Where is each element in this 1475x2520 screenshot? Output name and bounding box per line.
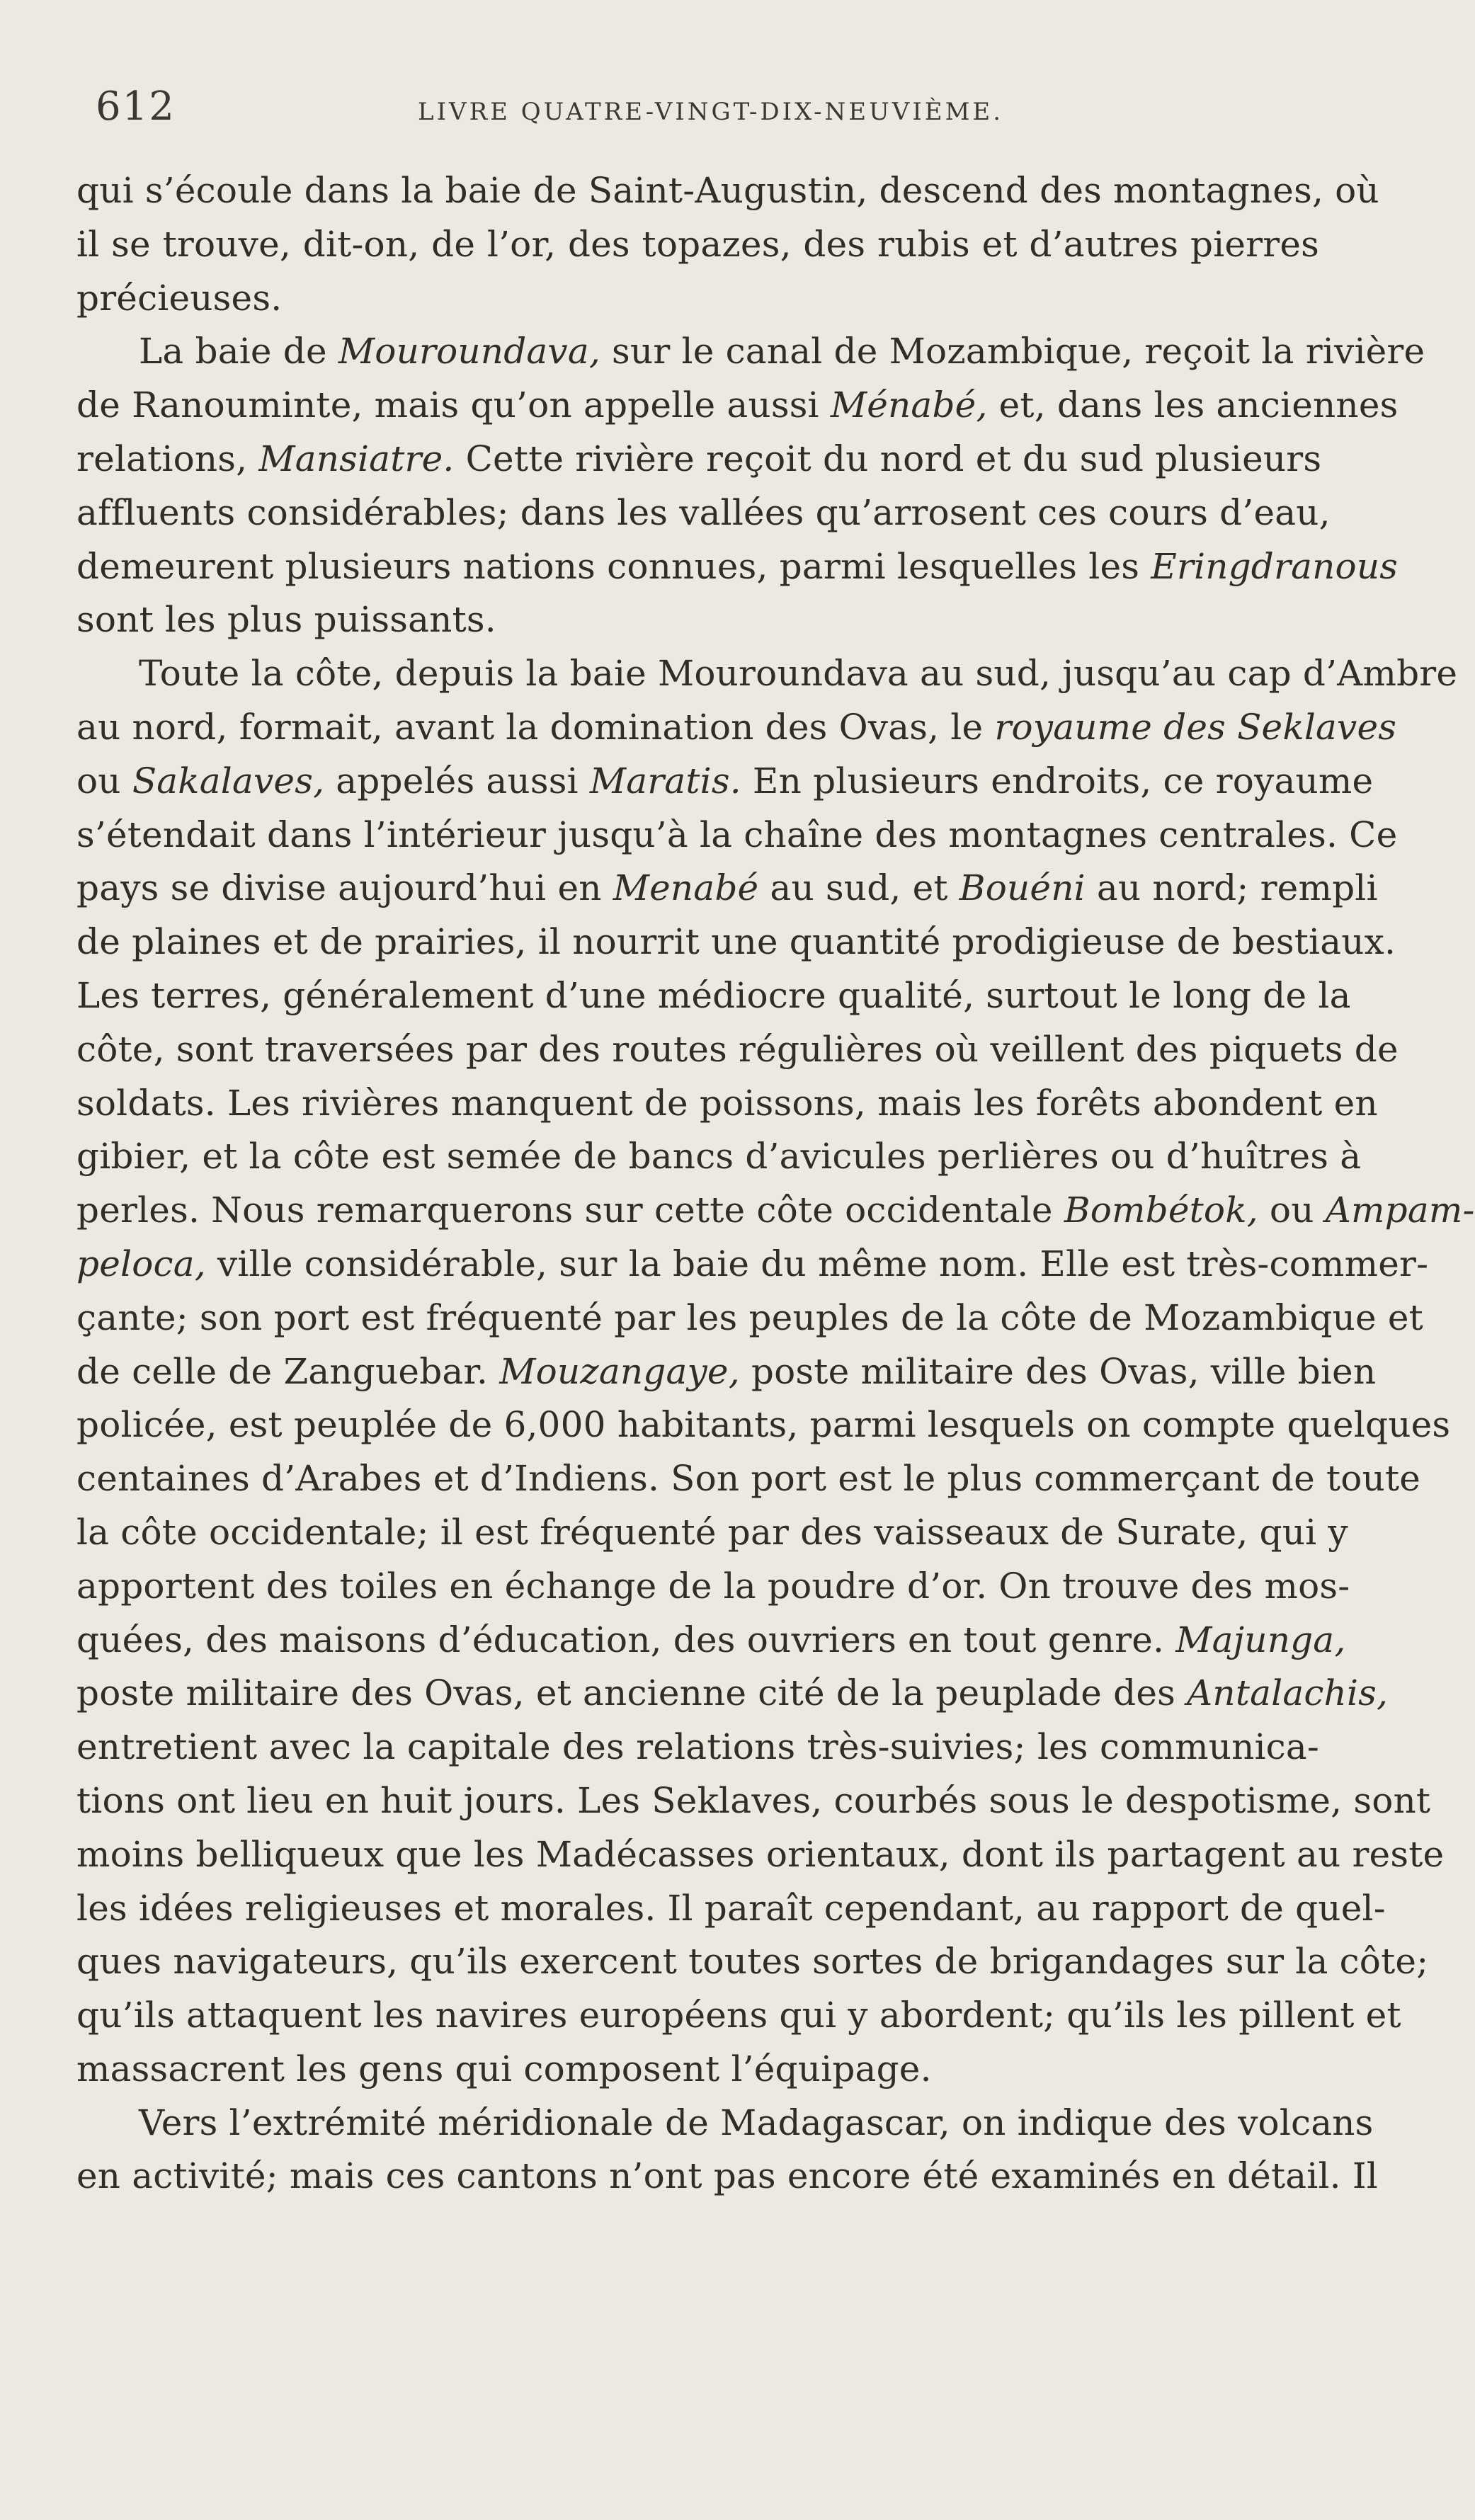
text-segment: en activité; mais ces cantons n’ont pas encore été examinés en détail. Il: [76, 2155, 1378, 2197]
text-line: [76, 2097, 1374, 2150]
page-number: 612: [96, 84, 176, 130]
text-segment: sur le canal de Mozambique, reçoit la rivière: [600, 331, 1425, 372]
text-line: [76, 1292, 1423, 1345]
text-segment: gibier, et la côte est semée de bancs d’avicules perlières ou d’huîtres à: [76, 1136, 1362, 1178]
text-segment: de celle de Zanguebar.: [76, 1350, 500, 1392]
text-line: [76, 1828, 1445, 1882]
text-line: [76, 1882, 1386, 1936]
text-line: [76, 1506, 1348, 1560]
text-segment: de Ranouminte, mais qu’on appelle aussi: [76, 384, 831, 426]
text-line: [76, 1130, 1362, 1184]
text-segment: perles. Nous remarquerons sur cette côte occidentale: [76, 1190, 1064, 1231]
text-segment: la côte occidentale; il est fréquenté par des vaisseaux de Surate, qui y: [76, 1511, 1348, 1553]
text-segment: Cette rivière reçoit du nord et du sud plusieurs: [454, 438, 1322, 479]
text-line: [76, 164, 1379, 218]
text-segment: qui s’écoule dans la baie de Saint-Augustin, descend des montagnes, où: [76, 170, 1379, 211]
text-line: [76, 1452, 1421, 1506]
text-line: [76, 2043, 1319, 2097]
italic-term: Eringdranous: [1151, 545, 1399, 587]
paragraph-continuation: [76, 164, 1379, 325]
text-segment: les idées religieuses et morales. Il paraît cependant, au rapport de quel-: [76, 1887, 1386, 1929]
text-line: [76, 540, 1399, 594]
text-line: [76, 1667, 1389, 1721]
italic-term: Mouzangaye,: [499, 1350, 740, 1392]
text-line: [76, 593, 1319, 647]
text-segment: ou: [1258, 1190, 1326, 1231]
text-line: [76, 1023, 1399, 1077]
italic-term: Bouéni: [959, 867, 1086, 909]
text-segment: centaines d’Arabes et d’Indiens. Son port est le plus commerçant de toute: [76, 1458, 1421, 1500]
paragraph-seklaves: [76, 647, 1475, 2097]
italic-term: Mouroundava,: [338, 331, 600, 372]
text-segment: ou: [76, 760, 132, 802]
italic-term: Menabé: [613, 867, 759, 909]
text-line: [76, 272, 1319, 326]
text-segment: poste militaire des Ovas, ville bien: [739, 1350, 1377, 1392]
text-line: [76, 647, 1458, 701]
text-line: [76, 809, 1398, 862]
italic-term: Ampam-: [1325, 1190, 1475, 1231]
text-segment: çante; son port est fréquenté par les peuples de la côte de Mozambique et: [76, 1296, 1423, 1338]
text-segment: et, dans les anciennes: [987, 384, 1399, 426]
text-segment: affluents considérables; dans les vallées qu’arrosent ces cours d’eau,: [76, 491, 1331, 533]
text-line: [76, 969, 1351, 1023]
italic-term: Bombétok,: [1064, 1190, 1258, 1231]
text-segment: poste militaire des Ovas, et ancienne cité de la peuplade des: [76, 1672, 1188, 1714]
text-segment: relations,: [76, 438, 259, 479]
text-segment: moins belliqueux que les Madécasses orientaux, dont ils partagent au reste: [76, 1833, 1445, 1875]
text-segment: précieuses.: [76, 277, 283, 319]
text-segment: Les terres, généralement d’une médiocre qualité, surtout le long de la: [76, 974, 1351, 1016]
text-line: [76, 916, 1396, 969]
text-segment: au nord, formait, avant la domination des Ovas, le: [76, 706, 995, 748]
text-segment: s’étendait dans l’intérieur jusqu’à la chaîne des montagnes centrales. Ce: [76, 814, 1398, 855]
running-title: LIVRE QUATRE-VINGT-DIX-NEUVIÈME.: [418, 98, 1004, 126]
text-segment: policée, est peuplée de 6,000 habitants, parmi lesquels on compte quelques: [76, 1404, 1451, 1446]
text-line: [76, 1614, 1346, 1667]
page-header: [0, 84, 1427, 147]
text-line: [76, 218, 1319, 272]
text-line: [76, 2150, 1378, 2203]
text-segment: au sud, et: [758, 867, 959, 909]
text-line: [76, 1184, 1475, 1238]
text-segment: soldats. Les rivières manquent de poissons, mais les forêts abondent en: [76, 1082, 1378, 1124]
text-segment: quées, des maisons d’éducation, des ouvriers en tout genre.: [76, 1619, 1176, 1660]
text-segment: sont les plus puissants.: [76, 599, 496, 641]
italic-term: Majunga,: [1175, 1619, 1346, 1660]
text-segment: Toute la côte, depuis la baie Mouroundava au sud, jusqu’au cap d’Ambre: [139, 653, 1458, 695]
body-text: [76, 164, 1475, 2203]
text-line: [76, 1398, 1451, 1452]
text-line: [76, 862, 1378, 916]
paragraph-mouroundava: [76, 325, 1425, 647]
italic-term: Ménabé,: [830, 384, 988, 426]
text-line: [76, 1345, 1377, 1399]
text-line: [76, 1774, 1431, 1828]
text-segment: La baie de: [139, 331, 338, 372]
text-segment: ques navigateurs, qu’ils exercent toutes sortes de brigandages sur la côte;: [76, 1941, 1429, 1983]
text-line: [76, 1989, 1401, 2043]
text-line: [76, 755, 1374, 809]
text-line: [76, 325, 1425, 379]
italic-term: royaume des Seklaves: [994, 706, 1397, 748]
text-segment: appelés aussi: [324, 760, 590, 802]
italic-term: Maratis.: [589, 760, 741, 802]
text-segment: tions ont lieu en huit jours. Les Seklaves, courbés sous le despotisme, sont: [76, 1779, 1431, 1821]
text-segment: demeurent plusieurs nations connues, parmi lesquelles les: [76, 545, 1151, 587]
text-line: [76, 433, 1322, 486]
text-segment: Vers l’extrémité méridionale de Madagascar, on indique des volcans: [139, 2102, 1374, 2143]
text-segment: apportent des toiles en échange de la poudre d’or. On trouve des mos-: [76, 1565, 1350, 1607]
italic-term: Antalachis,: [1187, 1672, 1389, 1714]
italic-term: Mansiatre.: [258, 438, 455, 479]
text-segment: En plusieurs endroits, ce royaume: [741, 760, 1374, 802]
italic-term: Sakalaves,: [132, 760, 325, 802]
text-line: [76, 1560, 1350, 1614]
text-line: [76, 1721, 1319, 1774]
text-segment: de plaines et de prairies, il nourrit une quantité prodigieuse de bestiaux.: [76, 921, 1396, 963]
text-segment: massacrent les gens qui composent l’équipage.: [76, 2048, 932, 2089]
text-line: [76, 701, 1397, 755]
text-segment: ville considérable, sur la baie du même nom. Elle est très-commer-: [205, 1243, 1429, 1284]
text-line: [76, 1935, 1429, 1989]
text-segment: il se trouve, dit-on, de l’or, des topazes, des rubis et d’autres pierres: [76, 223, 1319, 265]
text-line: [76, 1238, 1429, 1292]
italic-term: peloca,: [76, 1243, 206, 1284]
paragraph-volcans: [76, 2097, 1378, 2204]
text-line: [76, 1077, 1378, 1131]
text-segment: pays se divise aujourd’hui en: [76, 867, 613, 909]
text-line: [76, 379, 1399, 433]
text-segment: côte, sont traversées par des routes régulières où veillent des piquets de: [76, 1028, 1399, 1070]
text-segment: qu’ils attaquent les navires européens qui y abordent; qu’ils les pillent et: [76, 1995, 1401, 2036]
text-line: [76, 486, 1331, 540]
text-segment: entretient avec la capitale des relations très-suivies; les communica-: [76, 1726, 1319, 1768]
text-segment: au nord; rempli: [1085, 867, 1378, 909]
